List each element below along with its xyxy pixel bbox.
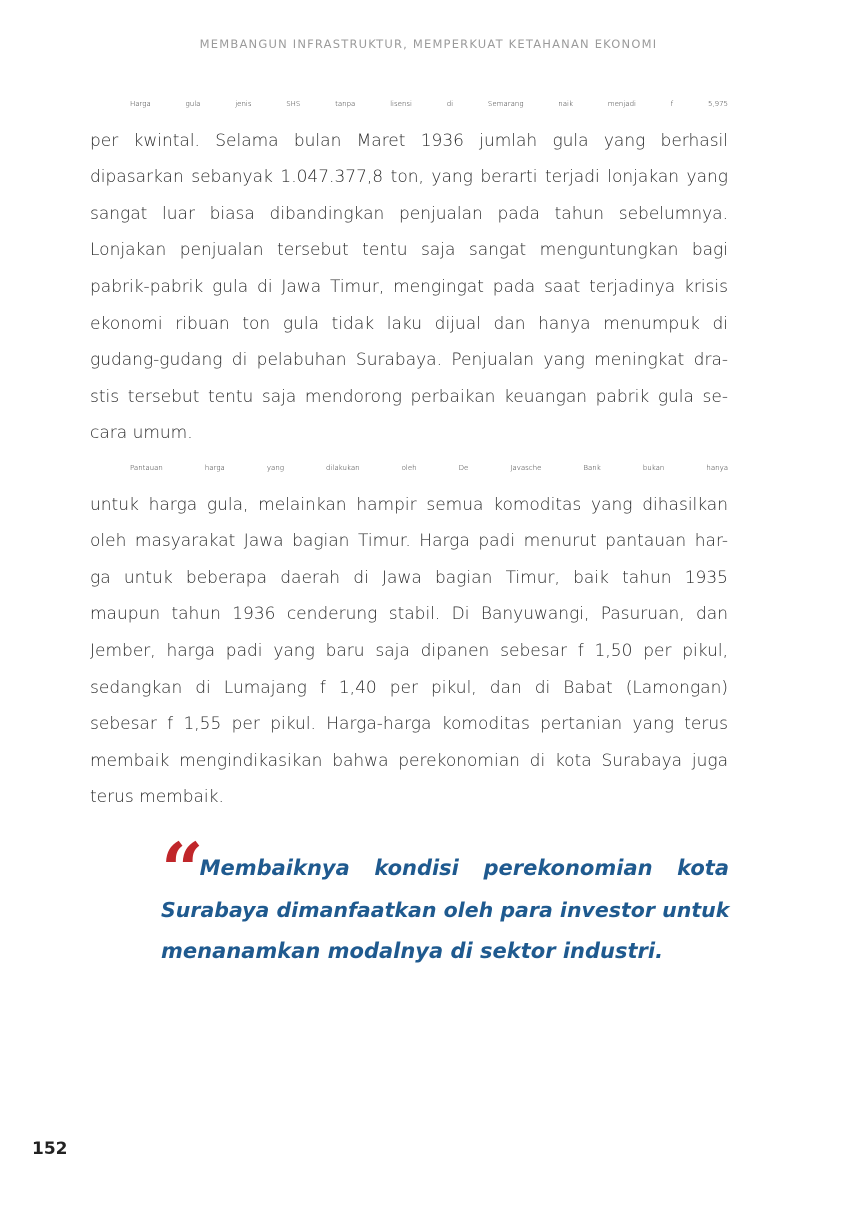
text-line: cara umum. [90, 423, 193, 444]
running-header: MEMBANGUN INFRASTRUKTUR, MEMPERKUAT KETAHANAN EKONOMI [199, 37, 658, 51]
text-line: sedangkan di Lumajang f 1,40 per pikul, dan di Babat (Lamongan) [90, 677, 728, 698]
pull-quote-line: menanamkan modalnya di sektor industri. [161, 939, 664, 963]
body-paragraph-2 [90, 450, 728, 816]
text-line: membaik mengindikasikan bahwa perekonomian di kota Surabaya juga [90, 750, 728, 771]
text-line: maupun tahun 1936 cenderung stabil. Di Banyuwangi, Pasuruan, dan [90, 604, 728, 625]
text-line: Lonjakan penjualan tersebut tentu saja sangat menguntungkan bagi [90, 240, 728, 261]
text-line: Jember, harga padi yang baru saja dipanen sebesar f 1,50 per pikul, [90, 640, 728, 661]
pull-quote-text: Membaiknya kondisi perekonomian kota [199, 856, 729, 880]
text-line: untuk harga gula, melainkan hampir semua komoditas yang dihasilkan [90, 494, 728, 515]
text-line: sangat luar biasa dibandingkan penjualan pada tahun sebelumnya. [90, 203, 728, 224]
text-line: ga untuk beberapa daerah di Jawa bagian Timur, baik tahun 1935 [90, 567, 728, 588]
text-line: dipasarkan sebanyak 1.047.377,8 ton, yang berarti terjadi lonjakan yang [90, 167, 728, 188]
text-line: terus membaik. [90, 787, 224, 808]
text-line: gudang-gudang di pelabuhan Surabaya. Penjualan yang meningkat dra- [90, 350, 728, 371]
quote-mark-icon: “ [161, 828, 198, 914]
text-line: Harga gula jenis SHS tanpa lisensi di Semarang naik menjadi f 5,975 [130, 100, 728, 108]
text-line: sebesar f 1,55 per pikul. Harga-harga komoditas pertanian yang terus [90, 714, 728, 735]
body-paragraph-1 [90, 86, 728, 452]
pull-quote-line: Surabaya dimanfaatkan oleh para investor untuk [161, 897, 730, 922]
pull-quote [161, 828, 730, 973]
text-line: pabrik-pabrik gula di Jawa Timur, mengingat pada saat terjadinya krisis [90, 276, 728, 297]
page-number: 152 [32, 1139, 68, 1159]
text-line: Pantauan harga yang dilakukan oleh De Javasche Bank bukan hanya [130, 464, 728, 472]
text-line: per kwintal. Selama bulan Maret 1936 jumlah gula yang berhasil [90, 130, 728, 151]
text-line: ekonomi ribuan ton gula tidak laku dijual dan hanya menumpuk di [90, 313, 728, 334]
text-line: oleh masyarakat Jawa bagian Timur. Harga padi menurut pantauan har- [90, 531, 728, 552]
text-line: stis tersebut tentu saja mendorong perbaikan keuangan pabrik gula se- [90, 386, 728, 407]
